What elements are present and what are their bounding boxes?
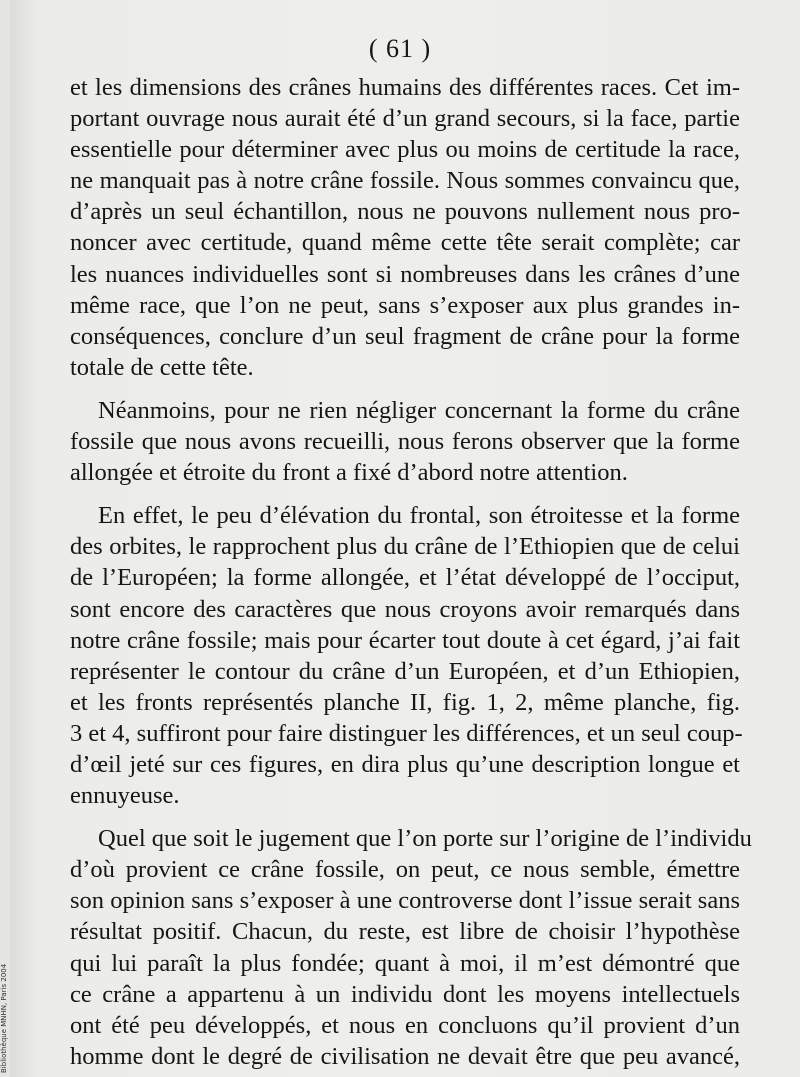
text-line: sont encore des caractères que nous croyons avoir remarqués dans	[70, 595, 740, 623]
text-line: son opinion sans s’exposer à une controverse dont l’issue serait sans	[70, 887, 740, 915]
text-line: et les dimensions des crânes humains des différentes races. Cet im-	[70, 74, 740, 101]
text-line: d’où provient ce crâne fossile, on peut, ce nous semble, émettre	[70, 856, 740, 884]
library-stamp	[0, 965, 10, 1073]
text-line: d’œil jeté sur ces figures, en dira plus qu’une description longue et	[70, 750, 740, 778]
text-line: Quel que soit le jugement que l’on porte sur l’origine de l’individu	[98, 825, 752, 853]
text-line: ce crâne a appartenu à un individu dont les moyens intellectuels	[70, 980, 740, 1008]
text-line: 3 et 4, suffiront pour faire distinguer les différences, et un seul coup-	[70, 719, 743, 747]
text-line: même race, que l’on ne peut, sans s’exposer aux plus grandes in-	[70, 291, 740, 319]
text-line: En effet, le peu d’élévation du frontal, son étroitesse et la forme	[98, 502, 740, 530]
paragraph-3	[70, 500, 743, 811]
text-line: et les fronts représentés planche II, fig. 1, 2, même planche, fig.	[70, 688, 740, 716]
text-line: notre crâne fossile; mais pour écarter tout doute à cet égard, j’ai fait	[70, 626, 740, 654]
paragraph-4	[70, 823, 752, 1072]
body-text	[70, 72, 752, 1072]
paragraph-2	[70, 395, 740, 488]
text-line: Néanmoins, pour ne rien négliger concernant la forme du crâne	[98, 396, 740, 424]
text-line: fossile que nous avons recueilli, nous ferons observer que la forme	[70, 428, 740, 456]
text-line: résultat positif. Chacun, du reste, est libre de choisir l’hypothèse	[70, 918, 740, 946]
text-line: qui lui paraît la plus fondée; quant à moi, il m’est démontré que	[70, 949, 740, 977]
text-line: ne manquait pas à notre crâne fossile. Nous sommes convaincu que,	[70, 167, 740, 195]
text-line: noncer avec certitude, quand même cette tête serait complète; car	[70, 229, 740, 257]
page-number: ( 61 )	[368, 34, 432, 63]
text-line: allongée et étroite du front a fixé d’abord notre attention.	[70, 459, 628, 487]
text-line: d’après un seul échantillon, nous ne pouvons nullement nous pro-	[70, 198, 740, 226]
text-line: ont été peu développés, et nous en concluons qu’il provient d’un	[70, 1011, 740, 1039]
text-line: ennuyeuse.	[70, 782, 180, 810]
paragraph-1	[70, 72, 740, 383]
text-line: des orbites, le rapprochent plus du crâne de l’Ethiopien que de celui	[70, 533, 740, 561]
text-line: de l’Européen; la forme allongée, et l’état développé de l’occiput,	[70, 564, 740, 592]
text-line: homme dont le degré de civilisation ne devait être que peu avancé,	[70, 1042, 740, 1070]
text-line: les nuances individuelles sont si nombreuses dans les crânes d’une	[70, 260, 740, 288]
library-stamp-text: Bibliothèque MNHN, Paris 2004	[0, 963, 8, 1073]
text-line: représenter le contour du crâne d’un Européen, et d’un Ethiopien,	[70, 657, 740, 685]
text-line: conséquences, conclure d’un seul fragment de crâne pour la forme	[70, 322, 740, 350]
text-line: essentielle pour déterminer avec plus ou moins de certitude la race,	[70, 136, 740, 164]
text-line: totale de cette tête.	[70, 353, 254, 381]
text-line: portant ouvrage nous aurait été d’un grand secours, si la face, partie	[70, 105, 740, 133]
